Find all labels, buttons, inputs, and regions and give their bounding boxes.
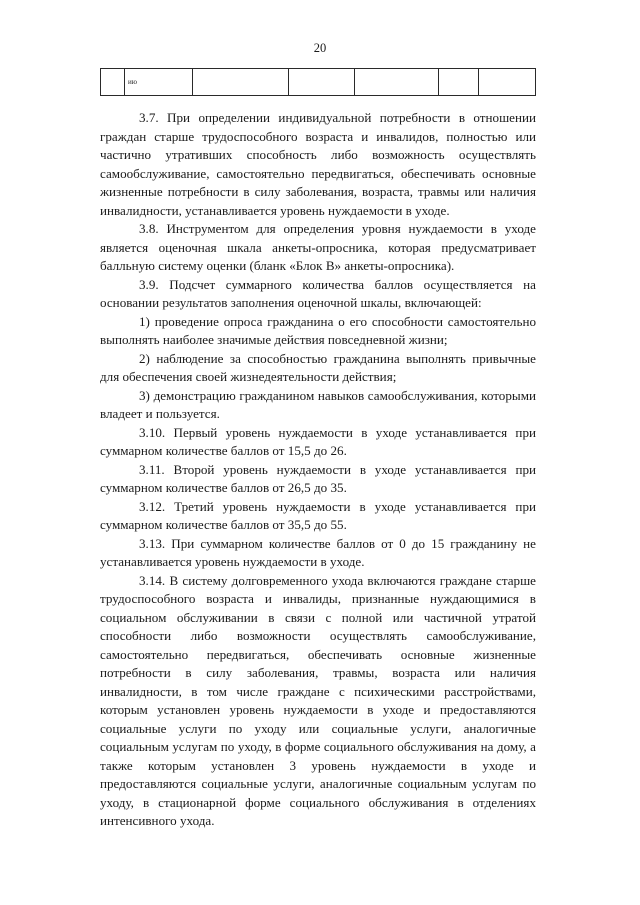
list-item-1: 1) проведение опроса гражданина о его способности самостоятельно выполнять наиболее значимые действия повседневной жизни; [100,313,536,347]
table-cell [193,69,289,96]
table-cell [355,69,439,96]
paragraph-3-13: 3.13. При суммарном количестве баллов от 0 до 15 гражданину не устанавливается уровень нуждаемости в уходе. [100,535,536,569]
page-number: 20 [313,41,327,55]
paragraph-3-9: 3.9. Подсчет суммарного количества баллов осуществляется на основании результатов заполнения оценочной шкалы, включающей: [100,276,536,310]
table-fragment [100,68,536,96]
paragraph-3-10: 3.10. Первый уровень нуждаемости в уходе устанавливается при суммарном количестве баллов от 15,5 до 26. [100,424,536,458]
table-cell: ию [125,69,193,96]
paragraph-3-8: 3.8. Инструментом для определения уровня нуждаемости в уходе является оценочная шкала анкеты-опросника, которая предусматривает балльную систему оценки (бланк «Блок В» анкеты-опросника). [100,221,536,273]
list-item-2: 2) наблюдение за способностью гражданина выполнять привычные для обеспечения своей жизнедеятельности действия; [100,350,536,384]
table-cell [479,69,536,96]
table-row [101,69,536,96]
table-cell [289,69,355,96]
paragraph-3-11: 3.11. Второй уровень нуждаемости в уходе устанавливается при суммарном количестве баллов от 26,5 до 35. [100,461,536,495]
table-cell [439,69,479,96]
paragraph-3-7: 3.7. При определении индивидуальной потребности в отношении граждан старше трудоспособного возраста и инвалидов, полностью или частично утративших способность либо возможность осуществлять самообслуживание, самостоятельно передвигаться, обеспечивать основные жизненные потребности в силу заболевания, возраста, травмы или наличия инвалидности, устанавливается уровень нуждаемости в уходе. [100,110,536,218]
list-item-3: 3) демонстрацию гражданином навыков самообслуживания, которыми владеет и пользуется. [100,387,536,421]
paragraph-3-14: 3.14. В систему долговременного ухода включаются граждане старше трудоспособного возраста и инвалиды, признанные нуждающимися в социальном обслуживании в связи с полной или частичной утратой способности либо возможности осуществлять самообслуживание, самостоятельно передвигаться, обеспечивать основные жизненные потребности в силу заболевания, травмы, возраста или наличия инвалидности, в том числе граждане с психическими расстройствами, которым установлен уровень нуждаемости в уходе и предоставляются социальные услуги по уходу или социальные услуги, аналогичные социальным услугам по уходу, в форме социального обслуживания на дому, а также которым установлен 3 уровень нуждаемости в уходе и предоставляются социальные услуги, аналогичные социальным услугам по уходу, в стационарной форме социального обслуживания в отделениях интенсивного ухода. [100,572,536,828]
document-body [100,109,536,831]
paragraph-3-12: 3.12. Третий уровень нуждаемости в уходе устанавливается при суммарном количестве баллов от 35,5 до 55. [100,498,536,532]
table-cell [101,69,125,96]
